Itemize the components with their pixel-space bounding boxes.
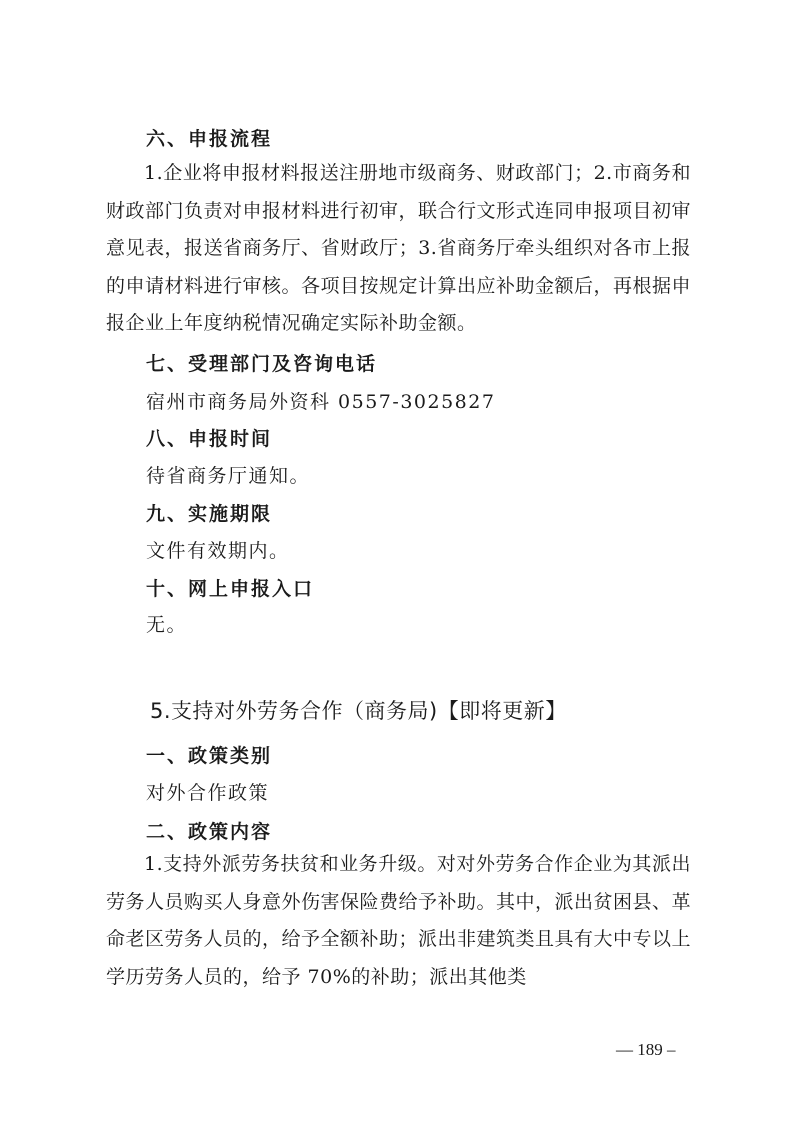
policy-heading-1: 一、政策类别 (146, 745, 273, 767)
section-body-6: 1.企业将申报材料报送注册地市级商务、财政部门；2.市商务和财政部门负责对申报材料进行初审，联合行文形式连同申报项目初审意见表，报送省商务厅、省财政厅；3.省商务厅牵头组织对各市上报的申请材料进行审核。各项目按规定计算出应补助金额后，再根据申报企业上年度纳税情况确定实际补助金额。 (106, 162, 692, 334)
section-heading-8: 八、申报时间 (146, 428, 273, 450)
section-heading-9: 九、实施期限 (146, 503, 273, 525)
policy-category: 对外合作政策 (146, 782, 270, 804)
policy-title: 5.支持对外劳务合作（商务局)【即将更新】 (150, 699, 567, 723)
section-body-10: 无。 (146, 614, 188, 636)
contact-line: 宿州市商务局外资科 0557-3025827 (146, 391, 496, 413)
section-body-8: 待省商务厅通知。 (146, 465, 311, 487)
section-heading-6: 六、申报流程 (146, 128, 273, 150)
section-body-9: 文件有效期内。 (146, 540, 290, 562)
page-number: — 189 – (616, 1040, 676, 1059)
policy-content: 1.支持外派劳务扶贫和业务升级。对对外劳务合作企业为其派出劳务人员购买人身意外伤害保险费给予补助。其中，派出贫困县、革命老区劳务人员的，给予全额补助；派出非建筑类且具有大中专以上学历劳务人员的，给予 70%的补助；派出其他类 (106, 853, 692, 988)
section-heading-7: 七、受理部门及咨询电话 (146, 353, 378, 375)
policy-heading-2: 二、政策内容 (146, 821, 273, 843)
section-heading-10: 十、网上申报入口 (146, 578, 315, 600)
